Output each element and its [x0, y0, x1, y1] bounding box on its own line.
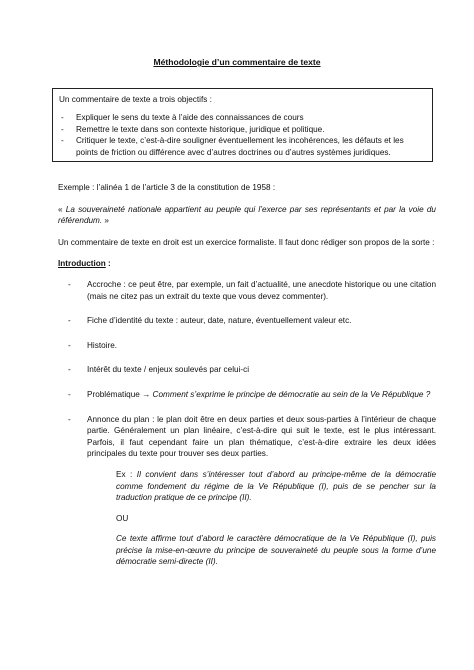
list-item-annonce: [58, 414, 436, 569]
objectives-list: [59, 112, 426, 158]
list-item-accroche: - Accroche : ce peut être, par exemple, un fait d’actualité, une anecdote historique ou une citation (mais ne citez pas un extrait du texte que vous devez commenter).: [58, 279, 436, 302]
quote-open: «: [58, 204, 66, 214]
introduction-heading-text: Introduction: [58, 259, 106, 269]
or-label: OU: [116, 513, 129, 523]
introduction-heading: [58, 258, 436, 270]
example-label: Exemple : l’alinéa 1 de l’article 3 de la constitution de 1958 :: [58, 183, 276, 192]
objectives-box: [52, 88, 433, 162]
annonce-text: Annonce du plan : le plan doit être en deux parties et deux sous-parties à l’intérieur de chaque partie. Généralement un plan linéaire, c’est-à-dire qui suit le texte, est le plus intéressant. Parfois, il faut cependant faire un plan thématique, c’est-à-dire extraire les deux idées principales du texte pour trouver ses deux parties.: [87, 414, 436, 459]
example-quote: [58, 204, 436, 227]
list-item-problematique: [58, 389, 436, 401]
problematique-label: Problématique →: [87, 389, 153, 399]
plan-examples: [87, 469, 436, 568]
page-title: Méthodologie d’un commentaire de texte: [153, 57, 321, 67]
objective-item: - Critiquer le texte, c’est-à-dire souligner éventuellement les incohérences, les défauts et les points de friction ou différence avec d’autres doctrines ou d’autres systèmes juridiques.: [59, 135, 426, 158]
quote-close: »: [102, 216, 109, 226]
list-item-interet: - Intérêt du texte / enjeux soulevés par celui-ci: [58, 364, 436, 376]
plan-example-1: [116, 469, 436, 504]
introduction-list: [58, 279, 436, 568]
ex-text: Il convient dans s’intéresser tout d’abord au principe-même de la démocratie comme fondement du régime de la Ve République (I), puis de se pencher sur la traduction pratique de ce principe (II).: [116, 469, 436, 503]
plan-example-2: Ce texte affirme tout d’abord le caractère démocratique de la Ve République (I), puis précise la mise-en-œuvre du principe de souveraineté du peuple sous la forme d’une démocratie semi-directe (II).: [116, 534, 436, 567]
document-body: [58, 182, 436, 568]
objectives-intro: Un commentaire de texte a trois objectifs :: [59, 95, 212, 104]
introduction-heading-colon: :: [105, 259, 111, 269]
quote-text: La souveraineté nationale appartient au peuple qui l’exerce par ses représentants et par la voie du référendum.: [58, 204, 436, 226]
exercise-text: Un commentaire de texte en droit est un exercice formaliste. Il faut donc rédiger son propos de la sorte :: [58, 237, 435, 247]
objective-item: - Expliquer le sens du texte à l’aide des connaissances de cours: [59, 112, 426, 123]
problematique-text: Comment s’exprime le principe de démocratie au sein de la Ve République ?: [152, 389, 431, 399]
list-item-histoire: - Histoire.: [58, 340, 436, 352]
list-item-fiche: - Fiche d’identité du texte : auteur, date, nature, éventuellement valeur etc.: [58, 315, 436, 327]
objective-item: - Remettre le texte dans son contexte historique, juridique et politique.: [59, 124, 426, 135]
ex-label: Ex :: [116, 469, 137, 479]
